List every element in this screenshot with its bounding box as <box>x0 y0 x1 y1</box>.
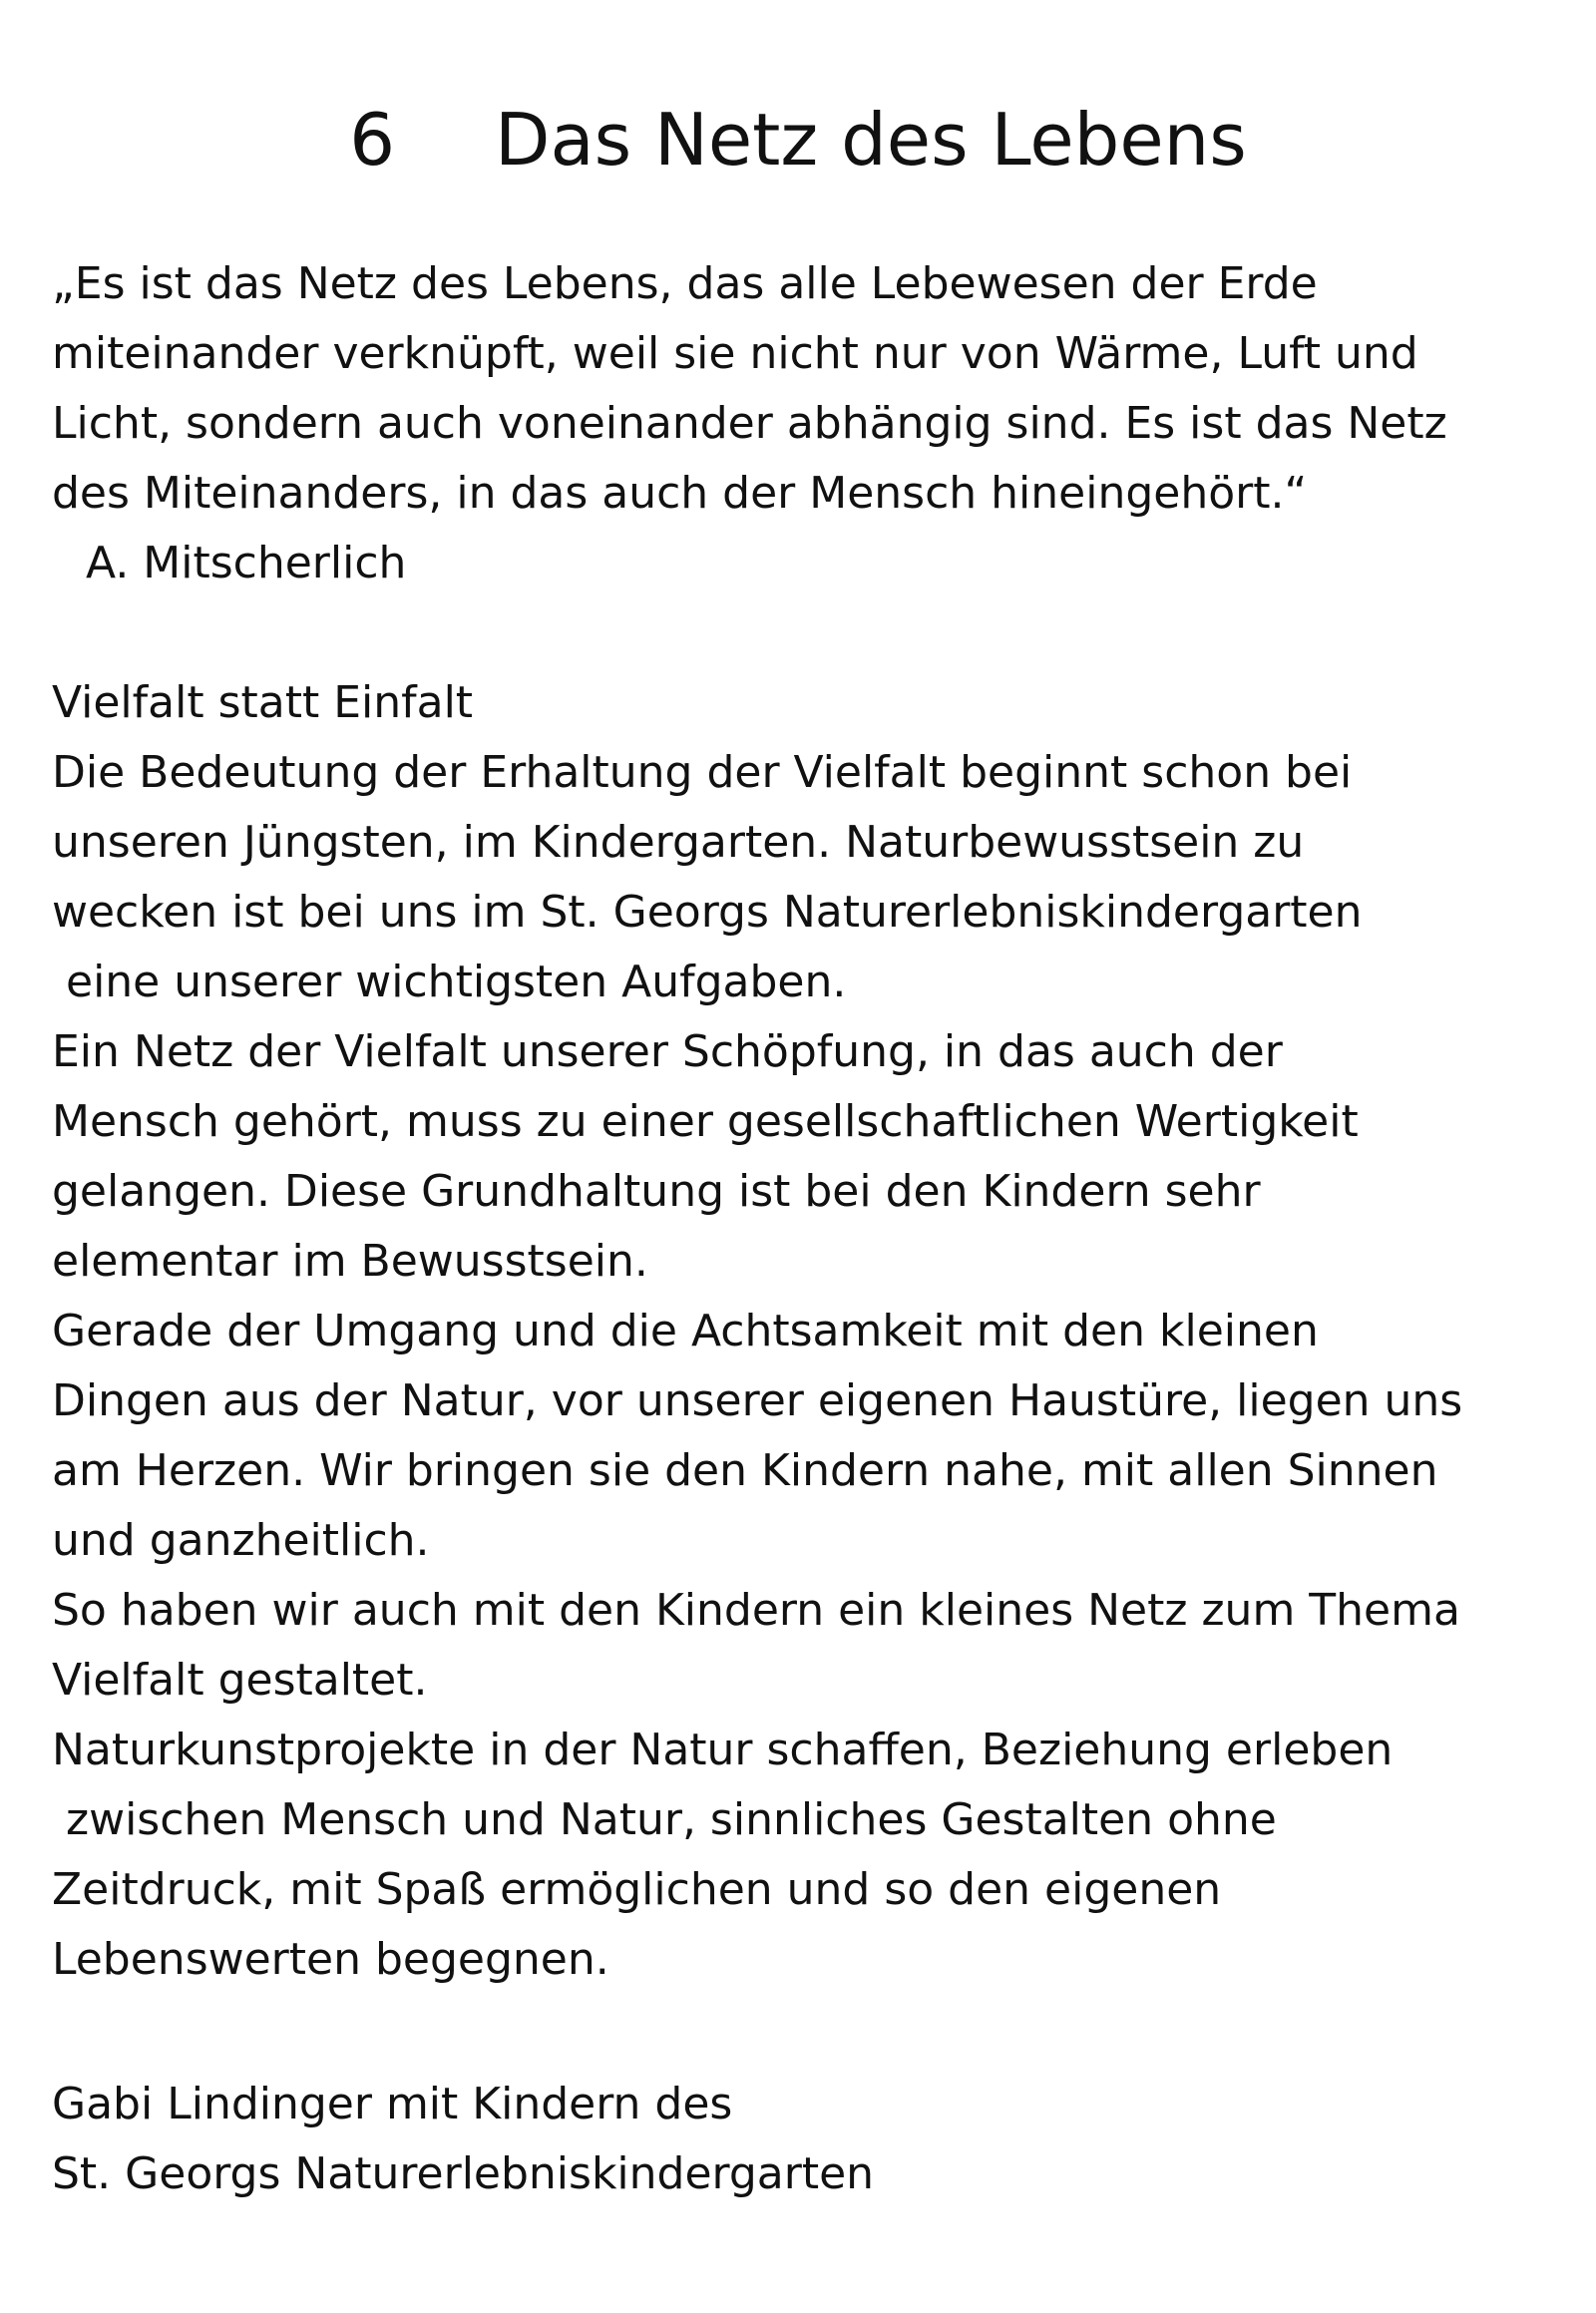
quote-line: des Miteinanders, in das auch der Mensch hineingehört.“ <box>52 468 1308 519</box>
page-title <box>0 95 1596 185</box>
chapter-number: 6 <box>349 98 396 182</box>
signature-line: St. Georgs Naturerlebniskindergarten <box>52 2148 875 2199</box>
body-line: Gerade der Umgang und die Achtsamkeit mit den kleinen <box>52 1306 1319 1356</box>
body-line: elementar im Bewusstsein. <box>52 1236 648 1287</box>
body-line: gelangen. Diese Grundhaltung ist bei den Kindern sehr <box>52 1166 1261 1217</box>
body-line: am Herzen. Wir bringen sie den Kindern nahe, mit allen Sinnen <box>52 1445 1438 1496</box>
body-section <box>52 668 1568 1995</box>
body-line: So haben wir auch mit den Kindern ein kleines Netz zum Thema <box>52 1585 1460 1636</box>
body-line: Lebenswerten begegnen. <box>52 1934 609 1985</box>
body-line: wecken ist bei uns im St. Georgs Naturerlebniskindergarten <box>52 887 1363 938</box>
chapter-title: Das Netz des Lebens <box>495 98 1247 182</box>
quote-line: Licht, sondern auch voneinander abhängig sind. Es ist das Netz <box>52 398 1447 449</box>
body-line: Naturkunstprojekte in der Natur schaffen, Beziehung erleben <box>52 1725 1394 1775</box>
body-line: und ganzheitlich. <box>52 1515 430 1566</box>
body-line: Vielfalt gestaltet. <box>52 1655 428 1706</box>
signature-line: Gabi Lindinger mit Kindern des <box>52 2079 733 2129</box>
body-line: Ein Netz der Vielfalt unserer Schöpfung, in das auch der <box>52 1026 1283 1077</box>
body-line: unseren Jüngsten, im Kindergarten. Naturbewusstsein zu <box>52 817 1305 868</box>
body-line: Mensch gehört, muss zu einer gesellschaftlichen Wertigkeit <box>52 1096 1359 1147</box>
body-line: eine unserer wichtigsten Aufgaben. <box>66 957 847 1007</box>
section-subtitle: Vielfalt statt Einfalt <box>52 677 474 728</box>
quote-line: miteinander verknüpft, weil sie nicht nur von Wärme, Luft und <box>52 328 1418 379</box>
signature-block <box>52 2070 1568 2209</box>
body-line: Zeitdruck, mit Spaß ermöglichen und so den eigenen <box>52 1864 1222 1915</box>
quote-block <box>52 249 1568 598</box>
quote-line: „Es ist das Netz des Lebens, das alle Lebewesen der Erde <box>52 258 1318 309</box>
body-line: zwischen Mensch und Natur, sinnliches Gestalten ohne <box>66 1794 1277 1845</box>
body-line: Die Bedeutung der Erhaltung der Vielfalt beginnt schon bei <box>52 747 1353 798</box>
quote-author: A. Mitscherlich <box>86 538 407 588</box>
body-line: Dingen aus der Natur, vor unserer eigenen Haustüre, liegen uns <box>52 1375 1463 1426</box>
